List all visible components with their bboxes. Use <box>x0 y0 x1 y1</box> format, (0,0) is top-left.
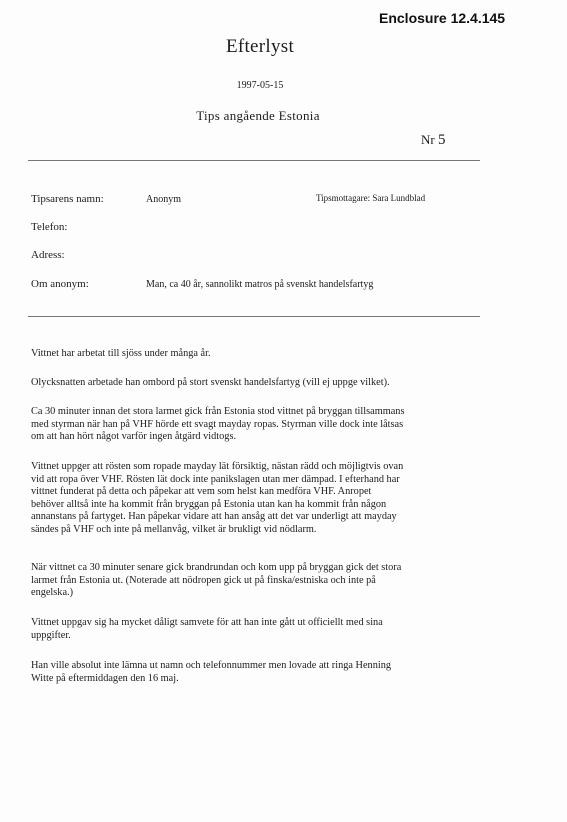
about-anonymous-value: Man, ca 40 år, sannolikt matros på svenskt handelsfartyg <box>146 279 374 290</box>
paragraph <box>31 406 493 444</box>
page-title: Efterlyst <box>225 36 295 57</box>
paragraph <box>31 461 493 536</box>
phone-label: Telefon: <box>31 221 68 233</box>
paragraph-line: Olycksnatten arbetade han ombord på stort svenskt handelsfartyg (vill ej uppge vilket). <box>31 377 390 388</box>
paragraph-line: Ca 30 minuter innan det stora larmet gick från Estonia stod vittnet på bryggan tillsammans <box>31 406 405 417</box>
paragraph-line: med styrman när han på VHF hörde ett svagt mayday ropas. Styrman ville dock inte låtsas <box>31 418 404 430</box>
paragraph <box>31 348 493 361</box>
paragraph-line: behöver alltså inte ha kommit från bryggan på Estonia utan kan ha kommit från någon <box>31 498 387 510</box>
paragraph <box>31 562 493 600</box>
enclosure-stamp: Enclosure 12.4.145 <box>379 10 506 26</box>
paragraph-line: Han ville absolut inte lämna ut namn och telefonnummer men lovade att ringa Henning <box>31 660 392 671</box>
tipster-name-label: Tipsarens namn: <box>31 193 104 205</box>
paragraph-line: uppgifter. <box>31 629 71 641</box>
paragraph-line: engelska.) <box>31 587 74 598</box>
paragraph <box>31 377 493 390</box>
tip-number-value: 5 <box>437 132 446 148</box>
paragraph <box>31 617 493 642</box>
tip-receiver: Tipsmottagare: Sara Lundblad <box>316 193 426 203</box>
paragraph-line: vittnet funderat på detta och påpekar att vem som helst kan medföra VHF. Anropet <box>31 486 372 497</box>
about-anonymous-label: Om anonym: <box>31 278 89 290</box>
paragraph-line: Vittnet har arbetat till sjöss under många år. <box>31 348 211 359</box>
address-label: Adress: <box>31 249 65 261</box>
tipster-name-value: Anonym <box>146 194 181 205</box>
paragraph-line: Vittnet uppgav sig ha mycket dåligt samvete för att han inte gått ut officiellt med sina <box>31 617 383 628</box>
paragraph-line: larmet från Estonia ut. (Noterade att nödropen gick ut på finska/estniska och inte på <box>31 574 376 586</box>
paragraph <box>31 660 493 685</box>
paragraph-line: När vittnet ca 30 minuter senare gick brandrundan och kom upp på bryggan gick det stora <box>31 562 402 573</box>
document-date: 1997-05-15 <box>236 80 284 91</box>
paragraph-line: annanstans på fartyget. Han påpekar vidare att han ansåg att det var underligt att mayday <box>31 511 397 522</box>
paragraph-line: Vittnet uppger att rösten som ropade mayday lät försiktig, nästan rädd och möjligtvis ovan <box>31 461 404 472</box>
paragraph-line: om att han hört något varför ingen åtgärd vidtogs. <box>31 431 237 442</box>
tip-number-label: Nr <box>421 132 435 147</box>
document-subject: Tips angående Estonia <box>196 108 320 123</box>
bottom-divider <box>28 316 480 317</box>
top-divider <box>28 160 480 161</box>
paragraph-line: Witte på eftermiddagen den 16 maj. <box>31 672 179 684</box>
paragraph-line: sändes på VHF och inte på mellanvåg, vilket är brukligt vid nödlarm. <box>31 523 317 535</box>
tip-number <box>421 132 445 149</box>
paragraph-line: vid att ropa över VHF. Rösten lät dock inte panikslagen utan mer dämpad. I efterhand har <box>31 473 400 485</box>
